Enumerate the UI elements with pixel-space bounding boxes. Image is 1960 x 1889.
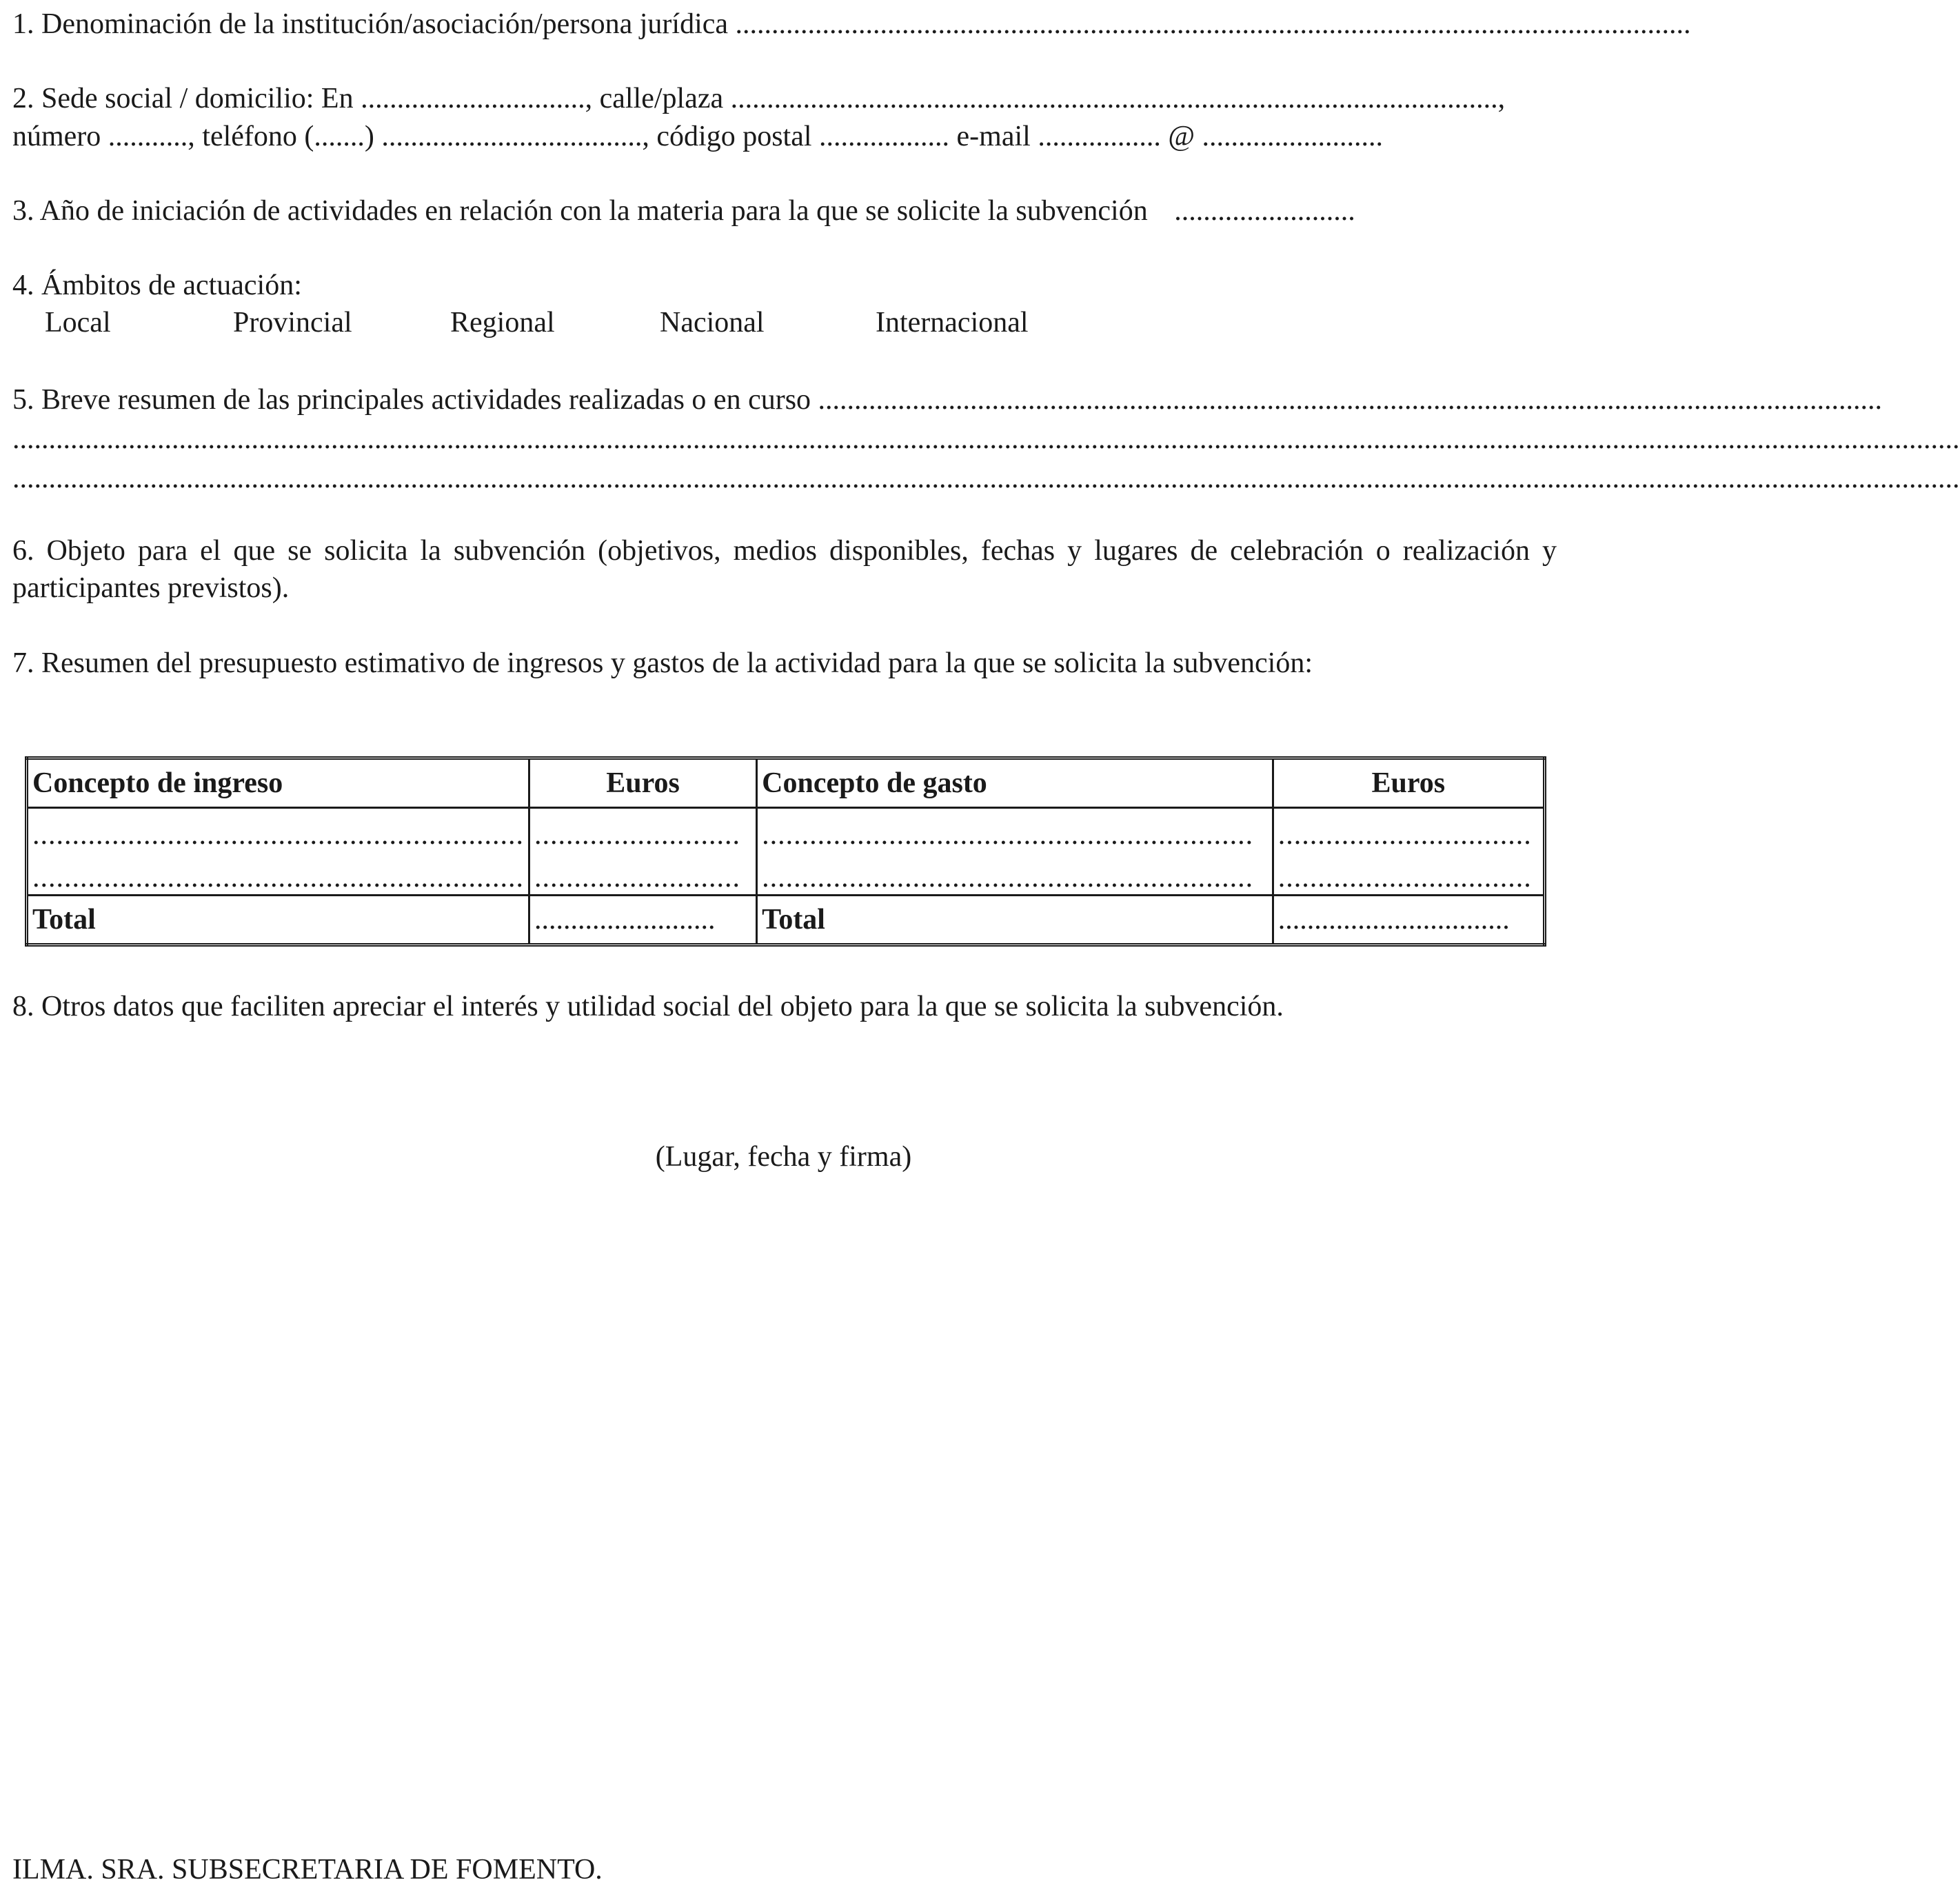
item-2-at-sign: @ [1168,121,1195,152]
expense-euros-cell[interactable]: ................................ [1273,808,1544,851]
budget-table [25,756,1546,947]
item-2-cp-fill[interactable]: .................. [819,121,950,152]
item-2-email-fill[interactable]: ................. [1038,121,1161,152]
header-euros-gasto: Euros [1273,758,1544,808]
item-3-label: 3. Año de iniciación de actividades en relación con la materia para la que se solicite la subvención [12,195,1148,227]
income-concept-cell[interactable]: .............................................................. [27,851,529,895]
scope-option-nacional[interactable]: Nacional [660,307,765,339]
expense-euros-cell[interactable]: ................................ [1273,851,1544,895]
scope-option-local[interactable]: Local [45,307,111,339]
item-4-label: 4. Ámbitos de actuación: [12,270,302,301]
income-total-value[interactable]: ......................... [529,895,757,944]
item-2-numero-label: número [12,121,101,152]
signature-line: (Lugar, fecha y firma) [655,1141,912,1173]
table-row [27,851,1545,895]
header-euros-ingreso: Euros [529,758,757,808]
item-5-fill[interactable]: ................................................................................................................................................... [818,384,1883,416]
scope-option-regional[interactable]: Regional [450,307,555,339]
income-euros-cell[interactable]: .......................... [529,851,757,895]
budget-header-row [27,758,1545,808]
item-2-numero-fill[interactable]: ..........., [108,121,195,152]
income-euros-cell[interactable]: .......................... [529,808,757,851]
item-2-city-fill[interactable]: ..............................., [361,83,593,114]
header-concepto-gasto: Concepto de gasto [757,758,1273,808]
budget-total-row [27,895,1545,944]
item-3-fill[interactable]: ......................... [1174,195,1355,227]
item-1-fill[interactable]: .................................................................................................................................... [735,8,1691,40]
scope-option-provincial[interactable]: Provincial [233,307,352,339]
item-7-text: 7. Resumen del presupuesto estimativo de ingresos y gastos de la actividad para la que se solicita la subvención: [12,647,1313,679]
item-2-telefono-fill[interactable]: ...................................., [381,121,649,152]
expense-total-value[interactable]: ................................ [1273,895,1544,944]
income-concept-cell[interactable]: .............................................................. [27,808,529,851]
item-2-domain-fill[interactable]: ......................... [1202,121,1383,152]
item-2-telefono-label: teléfono (.......) [202,121,374,152]
item-2-email-label: e-mail [956,121,1031,152]
item-5-label: 5. Breve resumen de las principales actividades realizadas o en curso [12,384,811,416]
item-5-line [12,382,1883,418]
item-5-fill-line-3[interactable]: ............................................................................................................................................................................................................................................................................. [12,463,1960,494]
item-2-line-2 [12,119,1558,154]
item-2-cp-label: código postal [656,121,812,152]
scope-option-internacional[interactable]: Internacional [876,307,1029,339]
item-1-line [12,6,1691,42]
expense-total-label: Total [757,895,1273,944]
addressee-footer: ILMA. SRA. SUBSECRETARIA DE FOMENTO. [12,1854,603,1886]
table-row [27,808,1545,851]
item-8-text: 8. Otros datos que faciliten apreciar el interés y utilidad social del objeto para la que se solicita la subvención. [12,991,1284,1022]
header-concepto-ingreso: Concepto de ingreso [27,758,529,808]
item-5-fill-line-2[interactable]: ............................................................................................................................................................................................................................................................................. [12,423,1960,455]
item-2-line-1 [12,81,1558,117]
item-2-street-fill[interactable]: .........................................................................................................., [730,83,1506,114]
item-1-label: 1. Denominación de la institución/asociación/persona jurídica [12,8,729,40]
income-total-label: Total [27,895,529,944]
expense-concept-cell[interactable]: .............................................................. [757,808,1273,851]
item-3-line [12,193,1355,229]
item-6-text: 6. Objeto para el que se solicita la subvención (objetivos, medios disponibles, fechas y lugares de celebración o realización y participantes previstos). [12,535,1557,604]
expense-concept-cell[interactable]: .............................................................. [757,851,1273,895]
item-2-street-label: calle/plaza [599,83,724,114]
item-2-label: 2. Sede social / domicilio: En [12,83,354,114]
